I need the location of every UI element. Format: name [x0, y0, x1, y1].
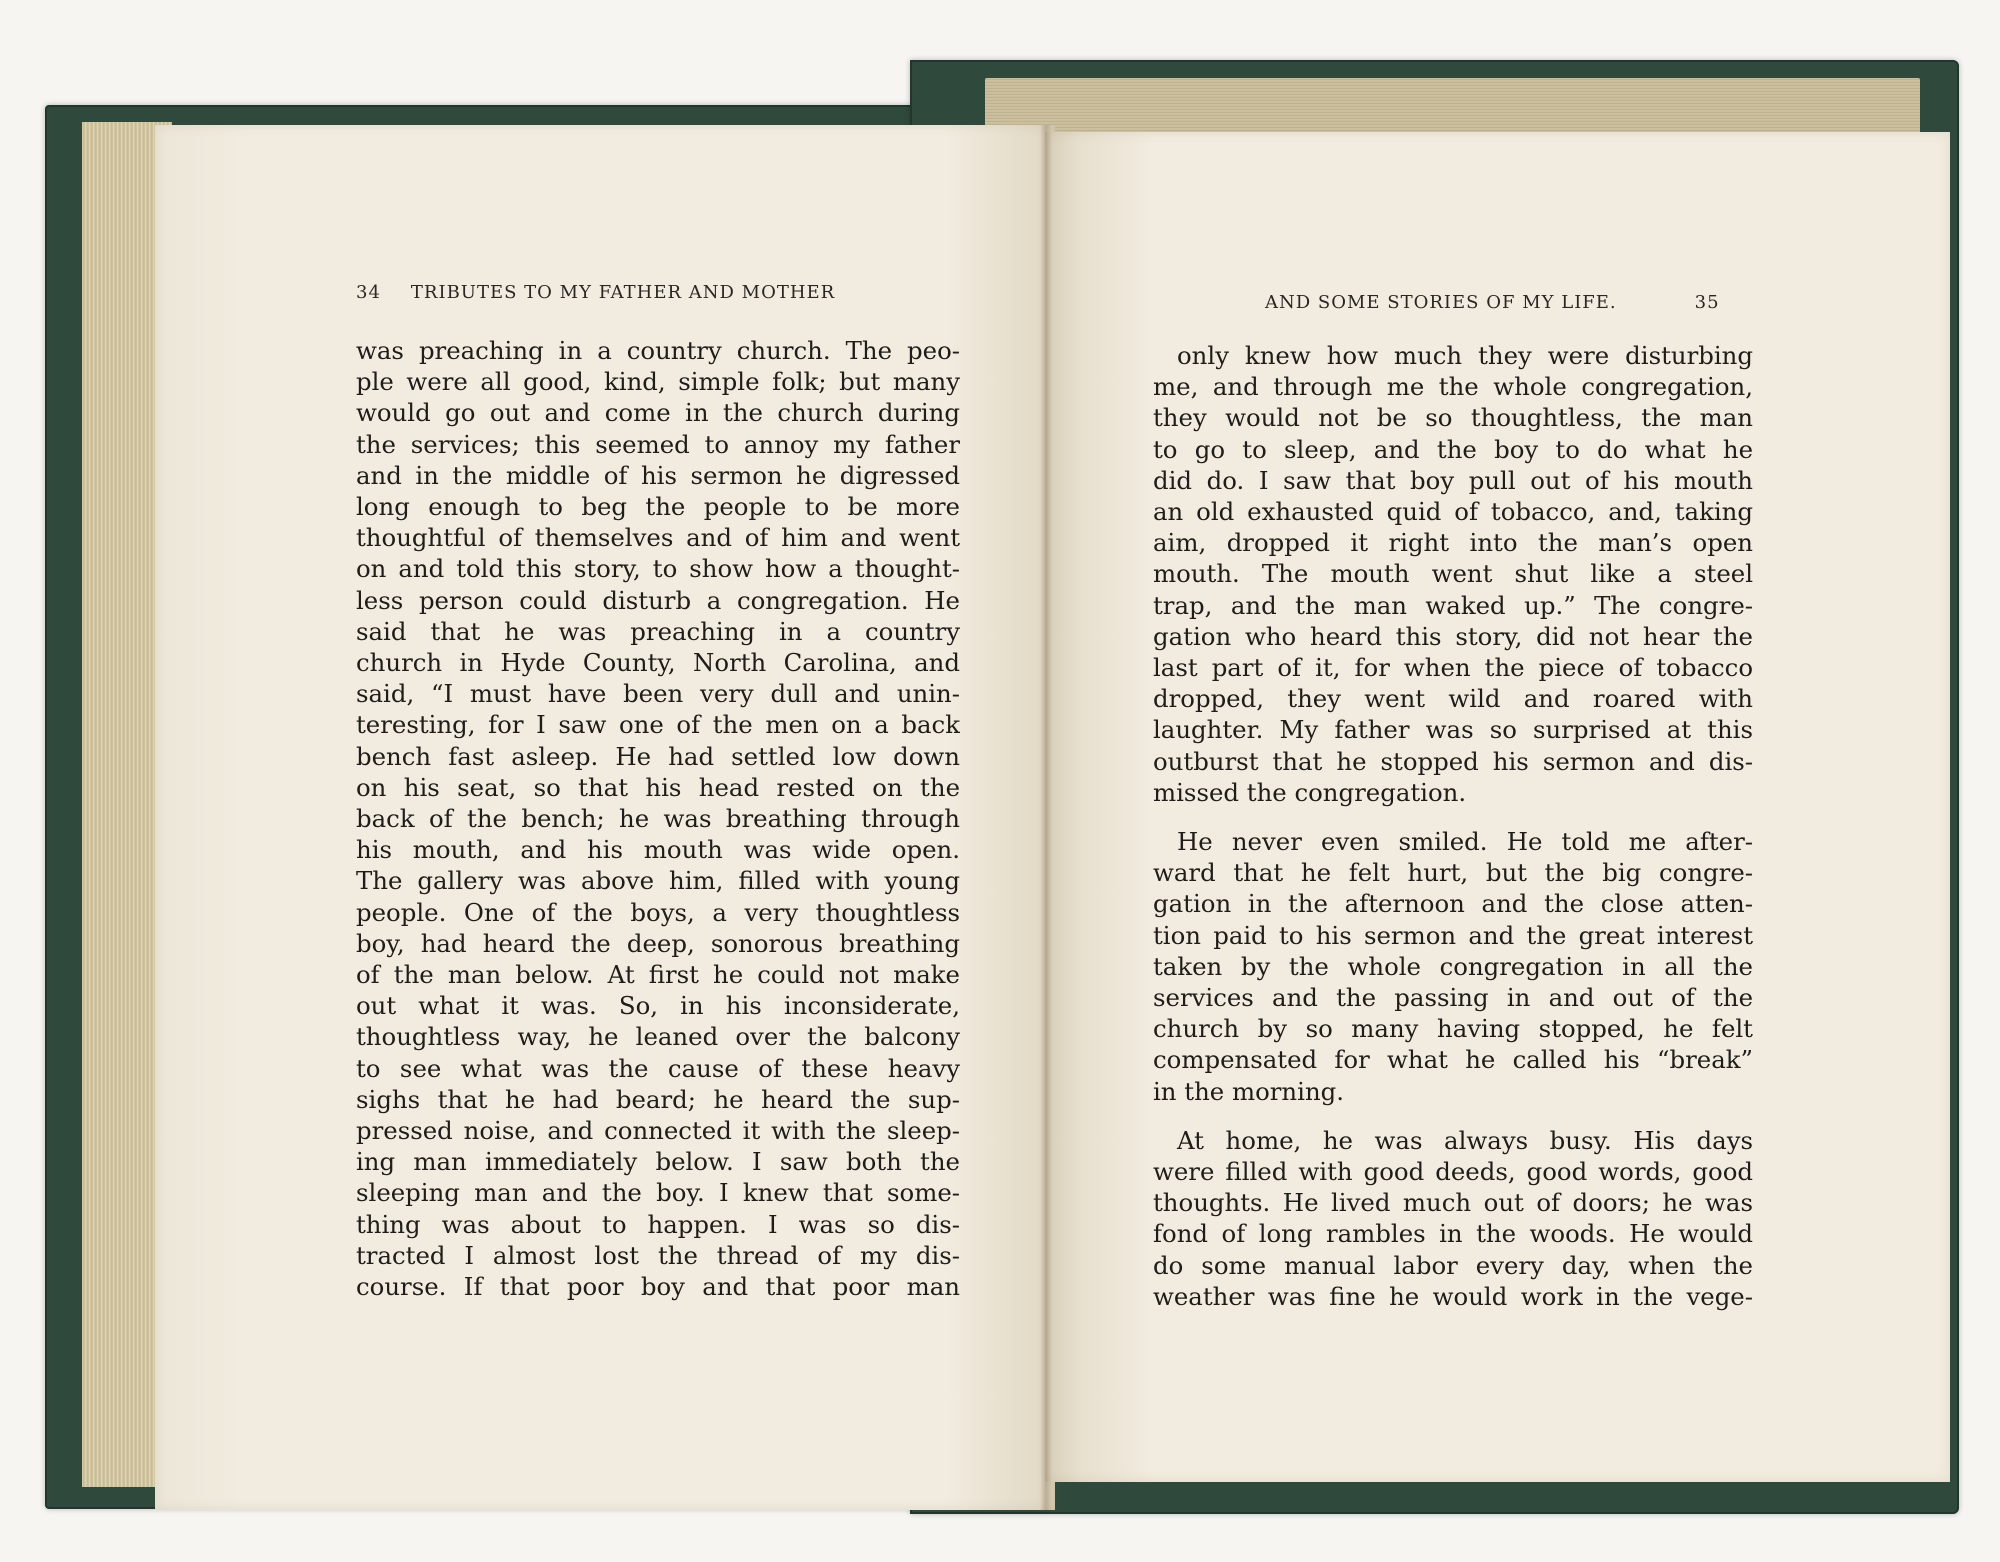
- text-line: long enough to beg the people to be more: [356, 492, 960, 522]
- text-line: mouth. The mouth went shut like a steel: [1153, 559, 1753, 589]
- text-line: less person could disturb a congregation. He: [356, 585, 960, 615]
- text-line: gation in the afternoon and the close atten-: [1153, 889, 1753, 919]
- left-page-number: 34: [356, 282, 381, 303]
- text-line: out what it was. So, in his inconsiderate,: [356, 991, 960, 1021]
- text-line: compensated for what he called his “break”: [1153, 1045, 1753, 1075]
- text-line: course. If that poor boy and that poor man: [356, 1272, 960, 1302]
- text-line: church by so many having stopped, he felt: [1153, 1014, 1753, 1044]
- book-gutter: [1040, 125, 1052, 1510]
- text-line: said, “I must have been very dull and unin-: [356, 679, 960, 709]
- text-line: only knew how much they were disturbing: [1177, 341, 1753, 370]
- text-line: was preaching in a country church. The peo-: [356, 336, 960, 365]
- text-line: said that he was preaching in a country: [356, 616, 960, 646]
- text-line: to see what was the cause of these heavy: [356, 1053, 960, 1083]
- text-line: his mouth, and his mouth was wide open.: [356, 835, 960, 865]
- text-line: on his seat, so that his head rested on the: [356, 772, 960, 802]
- left-page-body: [356, 335, 960, 1302]
- text-line: they would not be so thoughtless, the man: [1153, 403, 1753, 433]
- text-line: ple were all good, kind, simple folk; but many: [356, 367, 960, 397]
- text-line: He never even smiled. He told me after-: [1177, 827, 1753, 857]
- text-line: thoughts. He lived much out of doors; he was: [1153, 1188, 1753, 1218]
- text-line: pressed noise, and connected it with the sleep-: [356, 1116, 960, 1146]
- text-line: an old exhausted quid of tobacco, and, taking: [1153, 497, 1753, 527]
- text-line: ward that he felt hurt, but the big congre-: [1153, 858, 1753, 888]
- text-line: thing was about to happen. I was so dis-: [356, 1209, 960, 1239]
- left-running-head-title: TRIBUTES TO MY FATHER AND MOTHER: [410, 282, 836, 303]
- paragraph-gap: [1153, 808, 1753, 826]
- text-line: ing man immediately below. I saw both the: [356, 1147, 960, 1177]
- text-line: were filled with good deeds, good words, good: [1153, 1157, 1753, 1187]
- text-line: aim, dropped it right into the man’s open: [1153, 528, 1753, 558]
- text-line: boy, had heard the deep, sonorous breathing: [356, 928, 960, 958]
- text-line: laughter. My father was so surprised at this: [1153, 715, 1753, 745]
- text-line: back of the bench; he was breathing through: [356, 804, 960, 834]
- text-line: fond of long rambles in the woods. He would: [1153, 1219, 1753, 1249]
- text-line: weather was fine he would work in the vege-: [1153, 1281, 1753, 1311]
- text-line: services and the passing in and out of the: [1153, 983, 1753, 1013]
- right-running-header: [1265, 292, 1765, 313]
- text-line: to go to sleep, and the boy to do what he: [1153, 434, 1753, 464]
- text-line: me, and through me the whole congregation,: [1153, 372, 1753, 402]
- text-line: trap, and the man waked up.” The congre-: [1153, 590, 1753, 620]
- text-line: taken by the whole congregation in all the: [1153, 951, 1753, 981]
- text-line: last part of it, for when the piece of tobacco: [1153, 653, 1753, 683]
- left-running-header: [356, 282, 956, 303]
- text-line: do some manual labor every day, when the: [1153, 1250, 1753, 1280]
- text-line: did do. I saw that boy pull out of his mouth: [1153, 465, 1753, 495]
- text-line: of the man below. At first he could not make: [356, 960, 960, 990]
- text-line: in the morning.: [1153, 1076, 1345, 1106]
- text-line: The gallery was above him, filled with young: [356, 866, 960, 896]
- right-running-head-title: AND SOME STORIES OF MY LIFE.: [1265, 292, 1617, 313]
- text-line: sleeping man and the boy. I knew that some-: [356, 1178, 960, 1208]
- text-line: bench fast asleep. He had settled low down: [356, 741, 960, 771]
- text-line: people. One of the boys, a very thoughtless: [356, 897, 960, 927]
- text-line: outburst that he stopped his sermon and dis-: [1153, 746, 1753, 776]
- text-line: tracted I almost lost the thread of my dis-: [356, 1240, 960, 1270]
- right-page-number: 35: [1694, 292, 1720, 313]
- text-line: would go out and come in the church during: [356, 398, 960, 428]
- text-line: dropped, they went wild and roared with: [1153, 684, 1753, 714]
- text-line: teresting, for I saw one of the men on a back: [356, 710, 960, 740]
- right-page-body: [1153, 340, 1753, 1312]
- text-line: thoughtful of themselves and of him and went: [356, 523, 960, 553]
- text-line: thoughtless way, he leaned over the balcony: [356, 1022, 960, 1052]
- text-line: sighs that he had beard; he heard the sup-: [356, 1084, 960, 1114]
- page-edges-top: [985, 78, 1920, 136]
- text-line: At home, he was always busy. His days: [1177, 1125, 1753, 1155]
- text-line: on and told this story, to show how a thought-: [356, 554, 960, 584]
- paragraph-gap: [1153, 1107, 1753, 1125]
- text-line: tion paid to his sermon and the great interest: [1153, 920, 1753, 950]
- text-line: gation who heard this story, did not hear the: [1153, 621, 1753, 651]
- text-line: the services; this seemed to annoy my father: [356, 429, 960, 459]
- text-line: missed the congregation.: [1153, 777, 1467, 807]
- text-line: church in Hyde County, North Carolina, and: [356, 648, 960, 678]
- text-line: and in the middle of his sermon he digressed: [356, 460, 960, 490]
